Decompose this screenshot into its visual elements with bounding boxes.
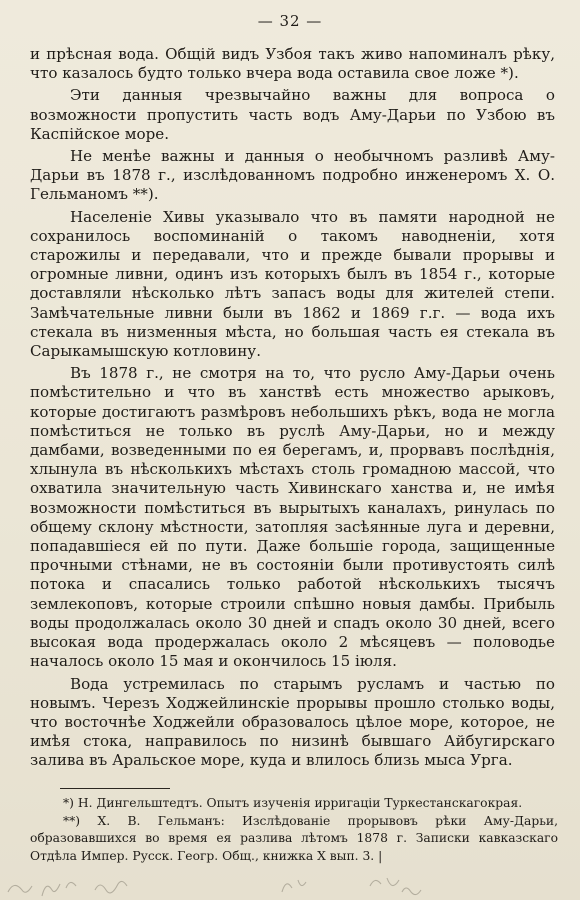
paragraph: и прѣсная вода. Общій видъ Узбоя такъ живо напоминалъ рѣку, что казалось будто только вчера вода оставила свое ложе *).: [30, 45, 555, 83]
page-number: — 32 —: [257, 12, 323, 30]
paragraph: Вода устремилась по старымъ русламъ и частью по новымъ. Черезъ Ходжейлинскіе прорывы прошло столько воды, что восточнѣе Ходжейли образовалось цѣлое море, которое, не имѣя стока, направилось по низинѣ бывшаго Айбугирскаго залива въ Аральское море, куда и влилось близь мыса Урга.: [30, 674, 555, 770]
footnote: *) Н. Дингельштедтъ. Опытъ изученія ирригаціи Туркестанскагокрая.: [63, 796, 523, 810]
footnote-divider: [60, 788, 170, 789]
paragraph: Въ 1878 г., не смотря на то, что русло Аму-Дарьи очень помѣстительно и что въ ханствѣ есть множество арыковъ, которые достигаютъ размѣровъ небольшихъ рѣкъ, вода не могла помѣститься не только въ руслѣ Аму-Дарьи, но и между дамбами, возведенными по ея берегамъ, и, прорвавъ послѣднія, хлынула въ нѣсколькихъ мѣстахъ столь громадною массой, что охватила значительную часть Хивинскаго ханства и, не имѣя возможности помѣститься въ вырытыхъ каналахъ, ринулась по общему склону мѣстности, затопляя засѣянные луга и деревни, попадавшіеся ей по пути. Даже большіе города, защищенные прочными стѣнами, не въ состояніи были противустоять силѣ потока и спасались только работой нѣсколькихъ тысячъ землекоповъ, которые строили спѣшно новыя дамбы. Прибыль воды продолжалась около 30 дней и спадъ около 30 дней, всего высокая вода продержалась около 2 мѣсяцевъ — половодье началось около 15 мая и окончилось 15 іюля.: [30, 364, 555, 671]
paragraph: Населеніе Хивы указывало что въ памяти народной не сохранилось воспоминаній о такомъ наводненіи, хотя старожилы и передавали, что и прежде бывали прорывы и огромные ливни, одинъ изъ которыхъ былъ въ 1854 г., которые доставляли нѣсколько лѣтъ запасъ воды для жителей степи. Замѣчательные ливни были въ 1862 и 1869 г.г. — вода ихъ стекала въ низменныя мѣста, но большая часть ея стекала въ Сарыкамышскую котловину.: [30, 207, 555, 361]
pencil-marks: [0, 862, 580, 900]
paragraph: Не менѣе важны и данныя о необычномъ разливѣ Аму-Дарьи въ 1878 г., изслѣдованномъ подробно инженеромъ Х. О. Гельманомъ **).: [30, 147, 555, 204]
paragraph: Эти данныя чрезвычайно важны для вопроса о возможности пропустить часть водъ Аму-Дарьи по Узбою въ Каспійское море.: [30, 86, 555, 143]
footnote: **) Х. В. Гельманъ: Изслѣдованіе прорывовъ рѣки Аму-Дарьи, образовавшихся во время ея разлива лѣтомъ 1878 г. Записки кавказскаго Отдѣла Импер. Русск. Геогр. Общ., книжка X вып. 3. |: [30, 813, 558, 863]
footnotes: [30, 795, 558, 865]
main-text: [30, 45, 555, 774]
